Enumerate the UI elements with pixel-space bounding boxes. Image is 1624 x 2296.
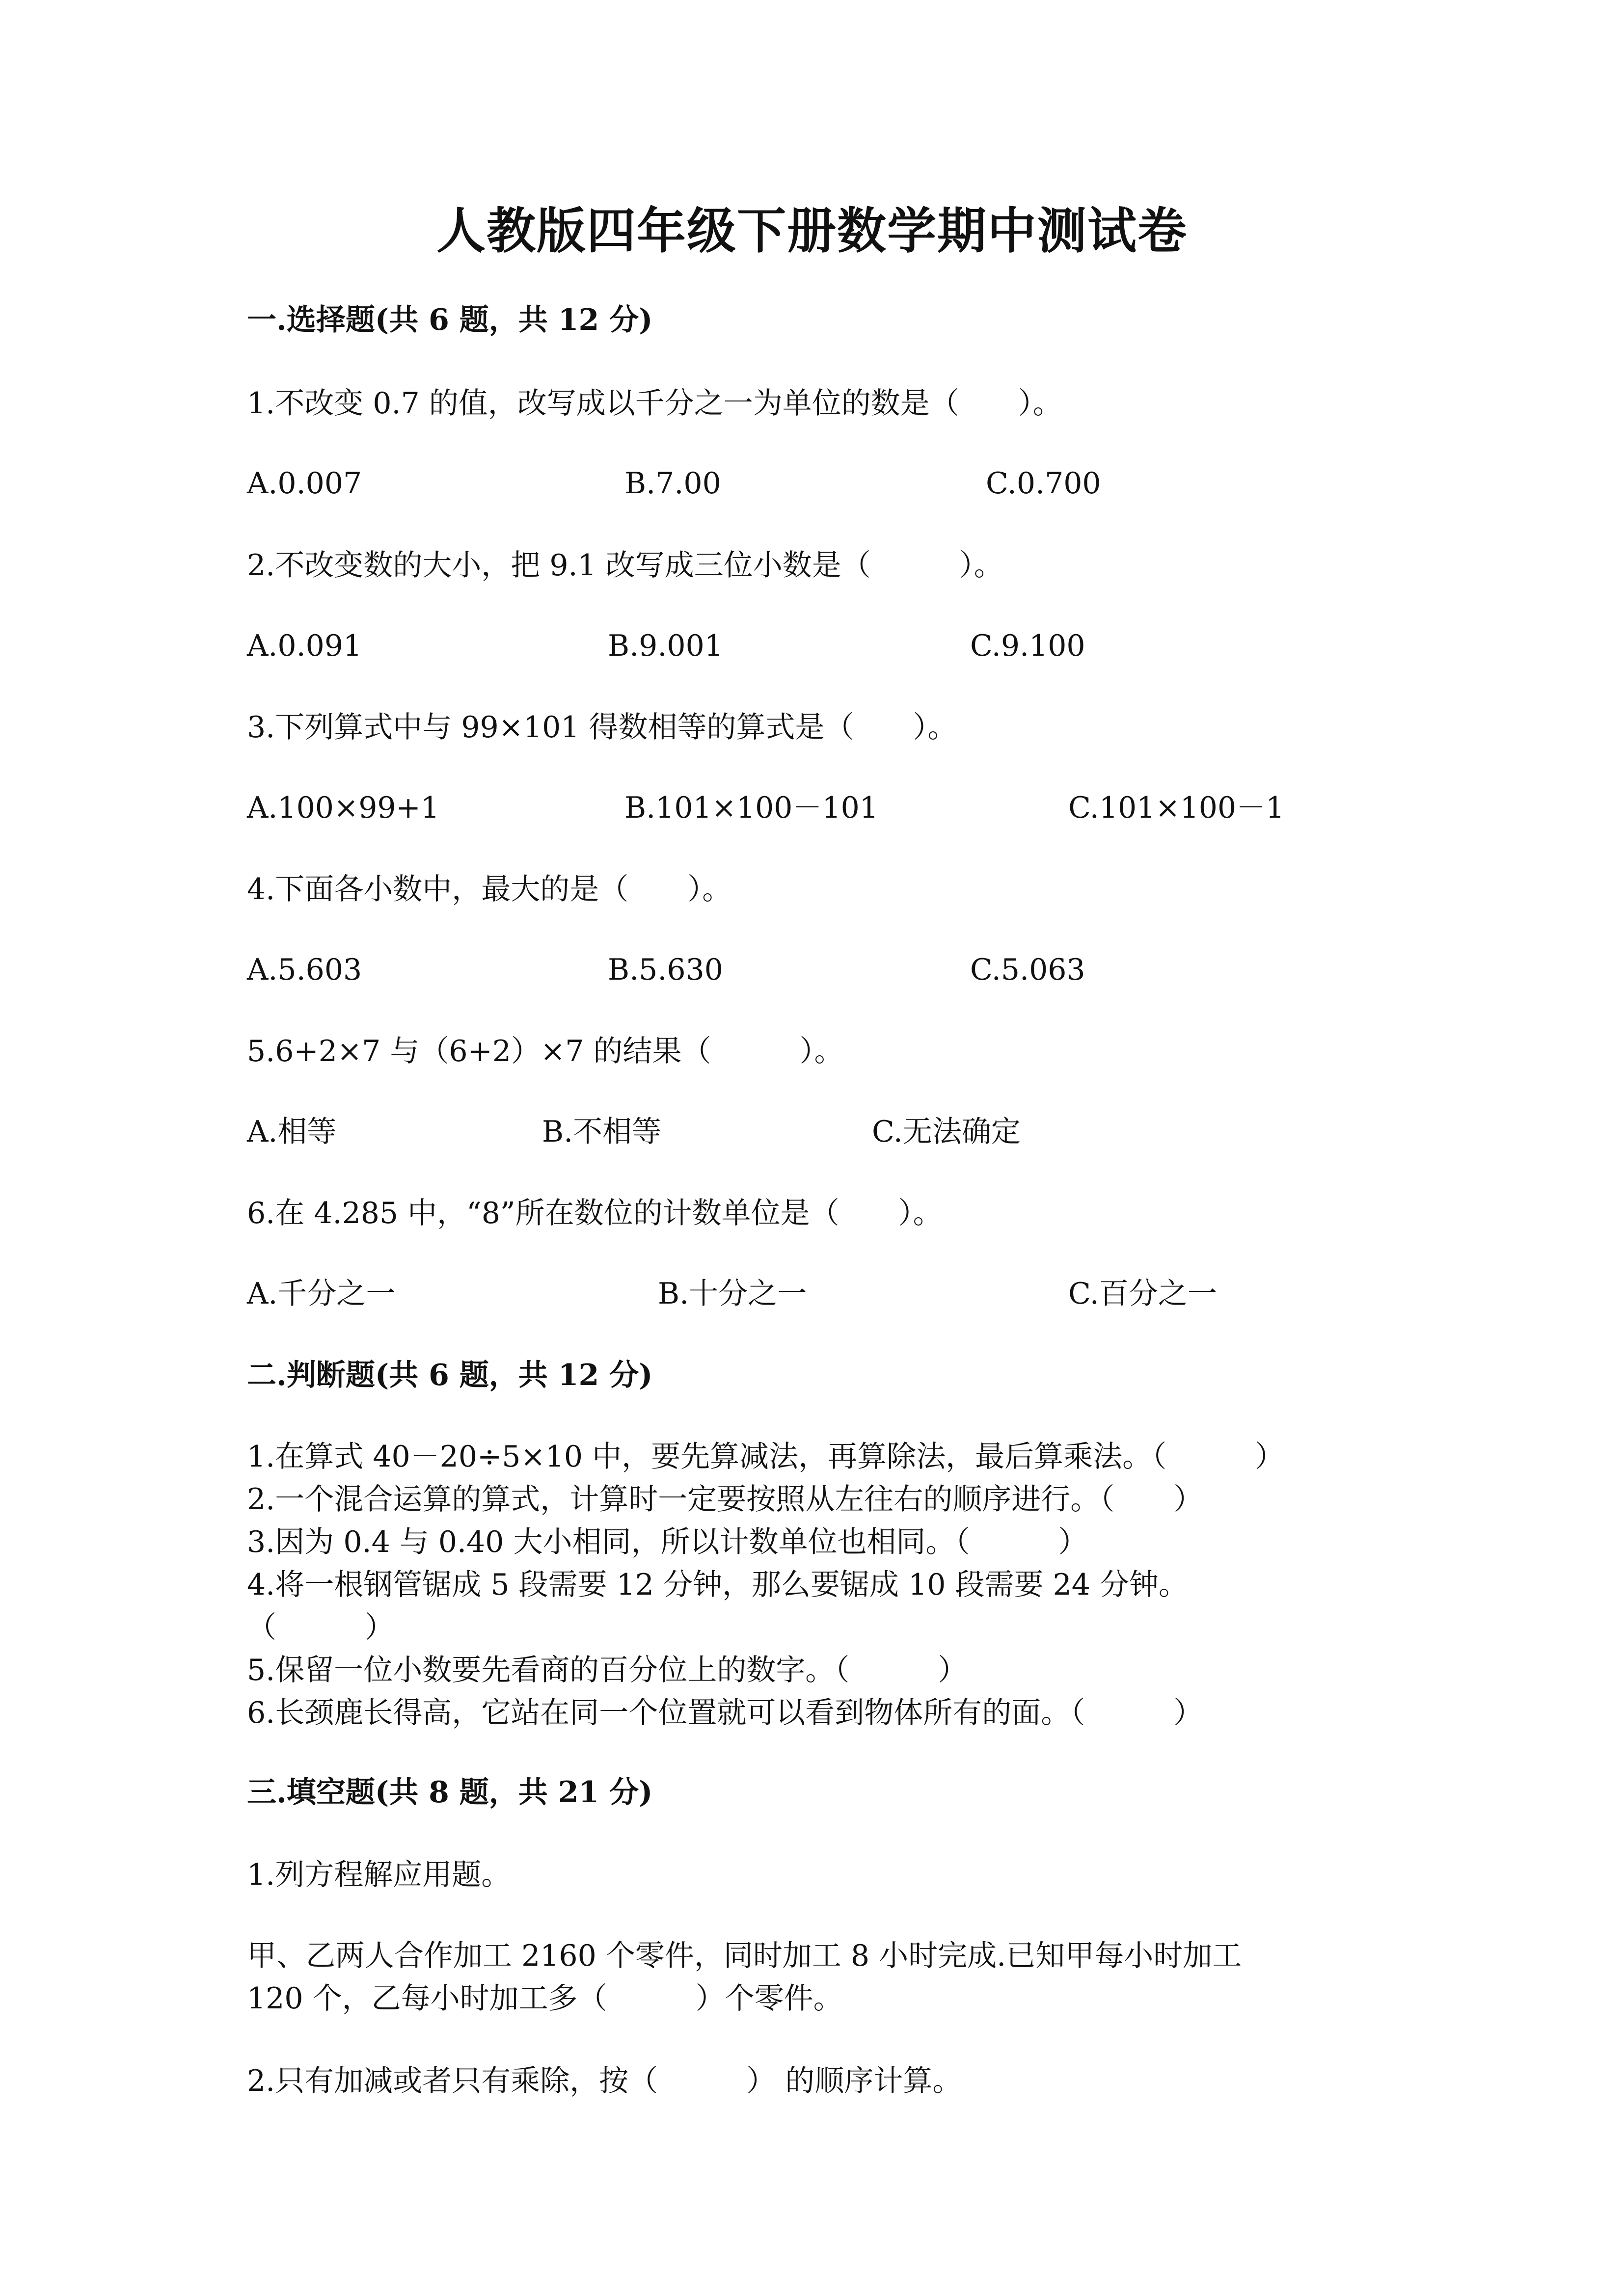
choice-2-option-b: B.9.001 (608, 629, 723, 663)
choice-1-option-c: C.0.700 (986, 466, 1101, 501)
choice-question-6: 6.在 4.285 中，“8”所在数位的计数单位是（ ）。 (247, 1196, 943, 1230)
choice-1-option-a: A.0.007 (247, 466, 362, 501)
judgement-line: 5.保留一位小数要先看商的百分位上的数字。（ ） (247, 1653, 968, 1687)
choice-4-option-b: B.5.630 (608, 953, 723, 987)
judgement-line: 3.因为 0.4 与 0.40 大小相同，所以计数单位也相同。（ ） (247, 1525, 1088, 1559)
choice-5-option-b: B.不相等 (542, 1115, 662, 1149)
choice-1-option-b: B.7.00 (624, 466, 721, 501)
exam-title: 人教版四年级下册数学期中测试卷 (436, 202, 1188, 260)
judgement-line: 6.长颈鹿长得高，它站在同一个位置就可以看到物体所有的面。（ ） (247, 1696, 1203, 1730)
section-header-judgement: 二.判断题(共 6 题，共 12 分) (247, 1358, 653, 1392)
judgement-line: 2.一个混合运算的算式，计算时一定要按照从左往右的顺序进行。（ ） (247, 1482, 1203, 1517)
choice-5-option-c: C.无法确定 (872, 1115, 1021, 1149)
choice-6-option-c: C.百分之一 (1068, 1277, 1217, 1311)
choice-5-option-a: A.相等 (247, 1115, 337, 1149)
section-header-choice: 一.选择题(共 6 题，共 12 分) (247, 303, 653, 337)
fill-line: 120 个，乙每小时加工多（ ）个零件。 (247, 1981, 843, 2016)
fill-line: 1.列方程解应用题。 (247, 1858, 511, 1892)
choice-6-option-a: A.千分之一 (247, 1277, 396, 1311)
choice-3-option-a: A.100×99+1 (247, 791, 439, 825)
choice-question-3: 3.下列算式中与 99×101 得数相等的算式是（ ）。 (247, 710, 957, 745)
fill-line: 2.只有加减或者只有乘除，按（ ） 的顺序计算。 (247, 2064, 962, 2098)
fill-line: 甲、乙两人合作加工 2160 个零件，同时加工 8 小时完成.已知甲每小时加工 (247, 1939, 1242, 1973)
judgement-line: （ ） (247, 1610, 394, 1645)
choice-2-option-c: C.9.100 (970, 629, 1085, 663)
choice-4-option-c: C.5.063 (970, 953, 1085, 987)
choice-2-option-a: A.0.091 (247, 629, 362, 663)
choice-3-option-b: B.101×100－101 (624, 791, 879, 825)
judgement-line: 4.将一根钢管锯成 5 段需要 12 分钟，那么要锯成 10 段需要 24 分钟。 (247, 1568, 1189, 1602)
choice-question-1: 1.不改变 0.7 的值，改写成以千分之一为单位的数是（ ）。 (247, 386, 1062, 421)
judgement-line: 1.在算式 40－20÷5×10 中，要先算减法，再算除法，最后算乘法。（ ） (247, 1440, 1285, 1474)
section-header-fill: 三.填空题(共 8 题，共 21 分) (247, 1775, 653, 1810)
choice-question-4: 4.下面各小数中，最大的是（ ）。 (247, 872, 732, 907)
choice-6-option-b: B.十分之一 (658, 1277, 807, 1311)
choice-3-option-c: C.101×100－1 (1068, 791, 1285, 825)
choice-question-5: 5.6+2×7 与（6+2）×7 的结果（ ）。 (247, 1034, 844, 1068)
choice-question-2: 2.不改变数的大小，把 9.1 改写成三位小数是（ ）。 (247, 548, 1003, 583)
choice-4-option-a: A.5.603 (247, 953, 362, 987)
